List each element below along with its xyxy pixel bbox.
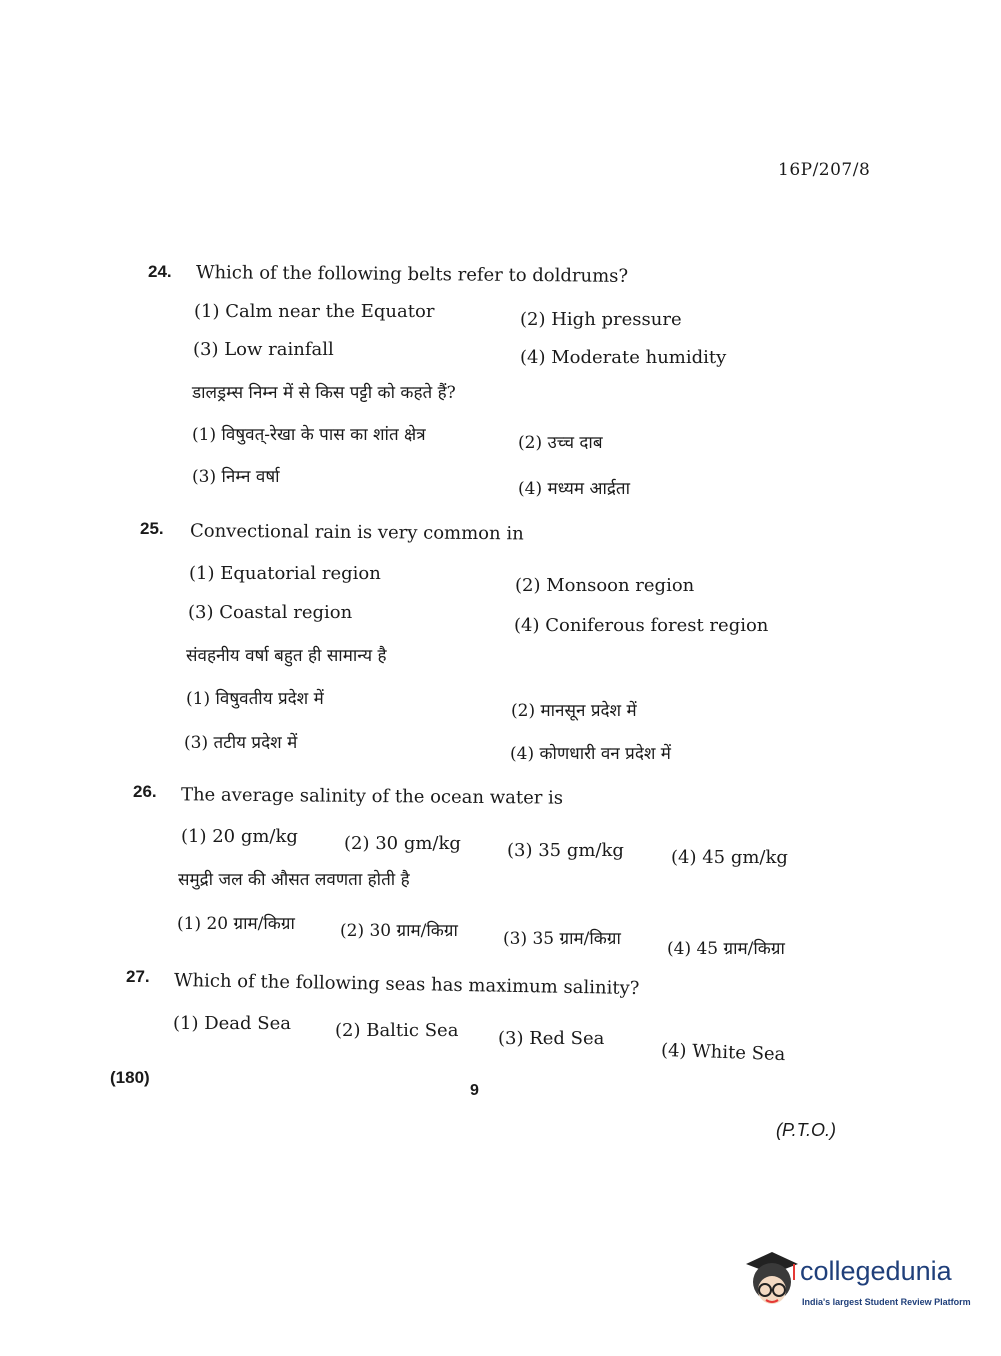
- question-24-option-1: (1) Calm near the Equator: [194, 301, 435, 322]
- question-26-hindi-option-1: (1) 20 ग्राम/किग्रा: [177, 914, 295, 934]
- question-24-hindi-option-3: (3) निम्न वर्षा: [192, 467, 280, 487]
- question-26-text: The average salinity of the ocean water is: [180, 784, 564, 809]
- question-25-hindi-option-3: (3) तटीय प्रदेश में: [184, 733, 298, 753]
- question-26-hindi-text: समुद्री जल की औसत लवणता होती है: [178, 870, 410, 890]
- question-24-hindi-option-1: (1) विषुवत्-रेखा के पास का शांत क्षेत्र: [192, 425, 426, 445]
- question-26-number: 26.: [133, 782, 157, 801]
- question-25-option-1: (1) Equatorial region: [189, 563, 381, 584]
- question-24-text: Which of the following belts refer to doldrums?: [195, 262, 629, 287]
- question-25-option-3: (3) Coastal region: [188, 602, 353, 623]
- page-number: 9: [470, 1082, 479, 1099]
- question-24-option-3: (3) Low rainfall: [193, 339, 334, 360]
- question-25-text: Convectional rain is very common in: [189, 520, 524, 545]
- logo-wordmark: collegedunia: [800, 1256, 952, 1286]
- question-27-number: 27.: [126, 967, 150, 986]
- question-25-option-4: (4) Coniferous forest region: [514, 615, 769, 636]
- question-24-option-2: (2) High pressure: [520, 309, 682, 330]
- question-27-option-4: (4) White Sea: [660, 1039, 786, 1066]
- footer-code: (180): [110, 1068, 150, 1087]
- question-26-option-4: (4) 45 gm/kg: [671, 847, 788, 868]
- question-25-hindi-text: संवहनीय वर्षा बहुत ही सामान्य है: [186, 646, 387, 666]
- question-25-hindi-option-4: (4) कोणधारी वन प्रदेश में: [510, 744, 671, 764]
- pto-label: (P.T.O.): [776, 1120, 837, 1140]
- question-27-text: Which of the following seas has maximum salinity?: [173, 969, 640, 1000]
- question-27-option-2: (2) Baltic Sea: [335, 1020, 459, 1041]
- question-26-hindi-option-2: (2) 30 ग्राम/किग्रा: [340, 921, 458, 941]
- question-24-option-4: (4) Moderate humidity: [520, 347, 727, 368]
- logo-tagline: India's largest Student Review Platform: [802, 1297, 971, 1307]
- page-code: 16P/207/8: [778, 160, 871, 180]
- question-26-hindi-option-3: (3) 35 ग्राम/किग्रा: [503, 929, 621, 949]
- mascot-icon: [742, 1250, 798, 1316]
- question-26-option-2: (2) 30 gm/kg: [344, 833, 461, 854]
- question-25-option-2: (2) Monsoon region: [515, 575, 695, 596]
- question-27-option-1: (1) Dead Sea: [173, 1013, 291, 1034]
- collegedunia-logo[interactable]: [742, 1250, 972, 1320]
- question-26-option-1: (1) 20 gm/kg: [181, 826, 298, 847]
- question-27-option-3: (3) Red Sea: [498, 1028, 605, 1049]
- question-24-number: 24.: [148, 262, 172, 281]
- question-26-option-3: (3) 35 gm/kg: [507, 840, 624, 861]
- question-24-hindi-text: डालड्रम्स निम्न में से किस पट्टी को कहते हैं?: [192, 383, 456, 403]
- question-25-hindi-option-1: (1) विषुवतीय प्रदेश में: [186, 689, 324, 709]
- question-25-number: 25.: [140, 519, 164, 538]
- question-24-hindi-option-4: (4) मध्यम आर्द्रता: [518, 479, 630, 499]
- question-25-hindi-option-2: (2) मानसून प्रदेश में: [511, 701, 637, 721]
- question-24-hindi-option-2: (2) उच्च दाब: [518, 433, 603, 453]
- question-26-hindi-option-4: (4) 45 ग्राम/किग्रा: [667, 939, 785, 959]
